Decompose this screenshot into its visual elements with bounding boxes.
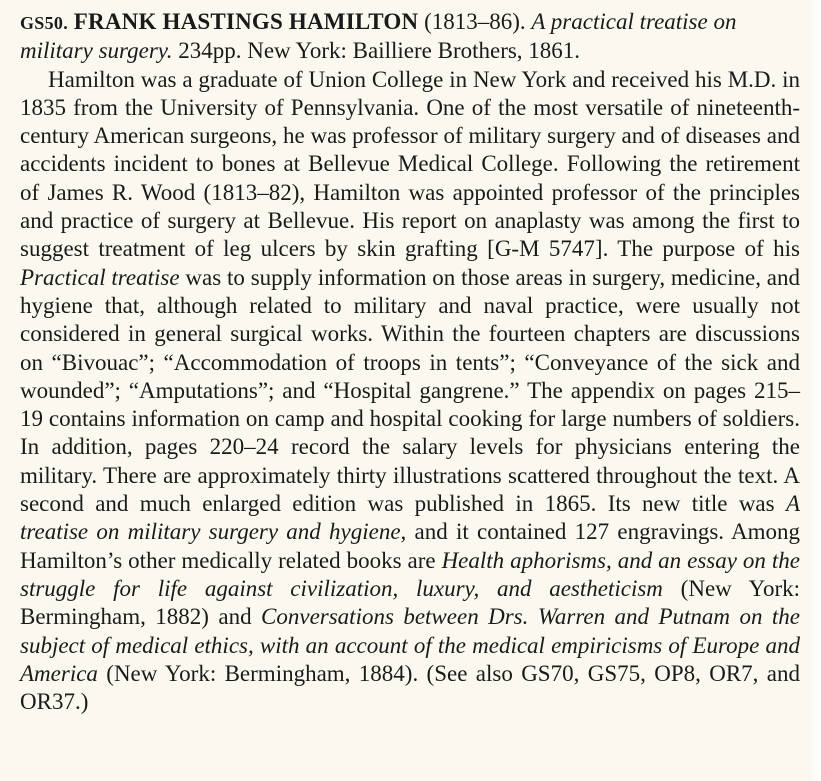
description-text-3: and it contained 127 engravings. Among Hamilton’s other medically related books are: [20, 519, 800, 573]
author-name: FRANK HASTINGS HAMILTON: [73, 9, 419, 34]
publication-info: 234pp. New York: Bailliere Brothers, 1861.: [178, 38, 581, 64]
bibliography-entry: [20, 8, 800, 716]
book-title: A practical treatise on military surgery.: [20, 9, 737, 64]
page-edge: [809, 0, 821, 781]
description-italic-1: Practical treatise: [20, 264, 180, 290]
description-text-5: (New York: Bermingham, 1884). (See also GS70, GS75, OP8, OR7, and OR37.): [20, 660, 800, 715]
entry-id: GS50.: [20, 13, 69, 33]
description-italic-4: Conversations between Drs. Warren and Putnam on the subject of medical ethics, with an account of the medical empiricisms of Europe and America: [20, 604, 800, 686]
description-text-2: was to supply information on those areas in surgery, medicine, and hygiene that, although related to military and naval practice, were usually not considered in general surgical works. Within the fourteen chapters are discussions on “Bivouac”; “Accommodation of troops in tents”; “Conveyance of the sick and wounded”; “Amputations”; and “Hospital gangrene.” The appendix on pages 215–19 contains information on camp and hospital cooking for large numbers of soldiers. In addition, pages 220–24 record the salary levels for physicians entering the military. There are approximately thirty illustrations scattered throughout the text. A second and much enlarged edition was published in 1865. Its new title was: [20, 264, 800, 517]
entry-description: [20, 66, 800, 717]
description-italic-2: A treatise on military surgery and hygiene,: [20, 491, 800, 545]
entry-heading: [20, 8, 800, 66]
description-text-4: (New York: Bermingham, 1882) and: [20, 575, 801, 630]
author-dates: (1813–86).: [424, 9, 526, 34]
description-italic-3: Health aphorisms, and an essay on the struggle for life against civilization, luxury, and aestheticism: [20, 547, 800, 601]
description-text-1: Hamilton was a graduate of Union College in New York and received his M.D. in 1835 from the University of Pennsylvania. One of the most versatile of nineteenth-century American surgeons, he was professor of military surgery and of diseases and accidents incident to bones at Bellevue Medical College. Following the retirement of James R. Wood (1813–82), Hamilton was appointed professor of the principles and practice of surgery at Bellevue. His report on anaplasty was among the first to suggest treatment of leg ulcers by skin grafting [G-M 5747]. The purpose of his: [20, 66, 800, 262]
